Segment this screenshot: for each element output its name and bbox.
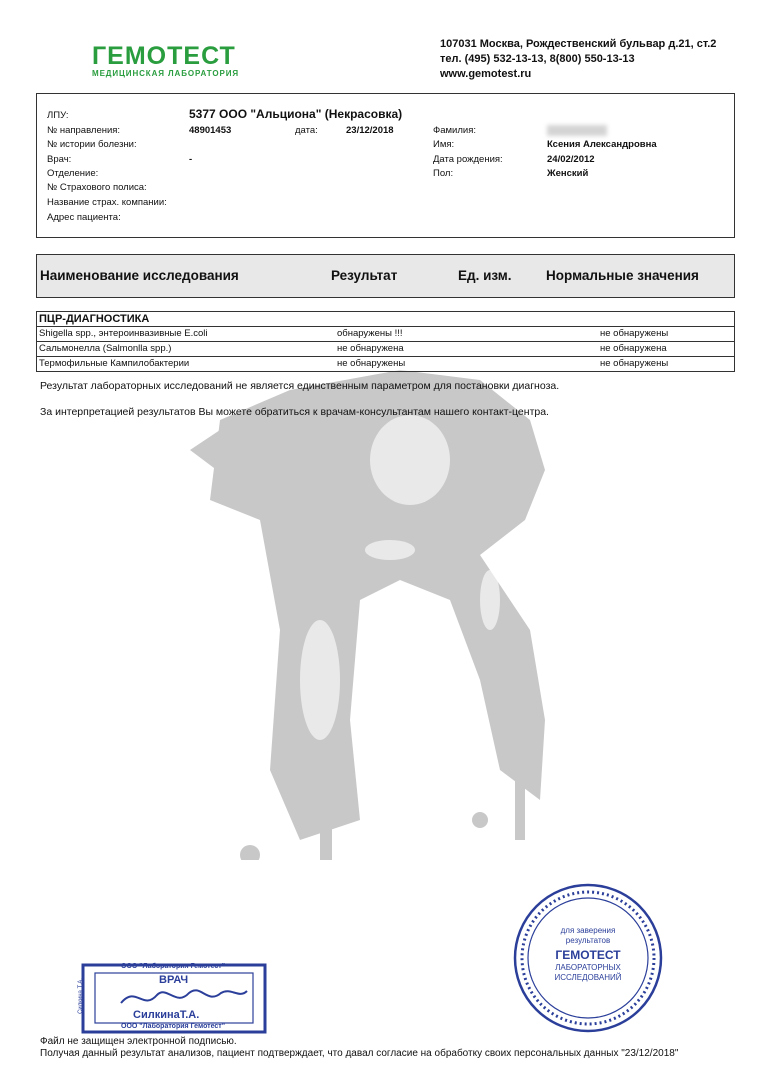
address-label: Адрес пациента: <box>47 212 121 223</box>
insurance-label: № Страхового полиса: <box>47 182 147 193</box>
lpu-label: ЛПУ: <box>47 110 69 121</box>
lab-round-stamp <box>512 882 664 1034</box>
test-name: Сальмонелла (Salmonlla spp.) <box>39 343 172 354</box>
footer-consent-note: Получая данный результат анализов, пациент подтверждает, что давал согласие на обработку своих персональных данных "23/12/2018" <box>40 1048 679 1059</box>
surname-label: Фамилия: <box>433 125 476 136</box>
test-result: не обнаружены <box>337 358 406 369</box>
column-unit: Ед. изм. <box>458 268 512 283</box>
round-stamp-line1: для заверения <box>560 926 616 935</box>
sex-value: Женский <box>547 168 589 179</box>
footer-signature-note: Файл не защищен электронной подписью. <box>40 1036 237 1047</box>
round-stamp-brand: ГЕМОТЕСТ <box>555 948 621 962</box>
column-norm: Нормальные значения <box>546 268 699 283</box>
date-value: 23/12/2018 <box>346 125 394 136</box>
lpu-value: 5377 ООО "Альциона" (Некрасовка) <box>189 107 403 121</box>
test-name: Термофильные Кампилобактерии <box>39 358 190 369</box>
column-result: Результат <box>331 268 398 283</box>
surname-redacted <box>547 125 607 136</box>
test-norm: не обнаружены <box>600 358 669 369</box>
stamp-org-bottom: ООО "Лаборатория Гемотест" <box>121 1023 226 1030</box>
table-row <box>37 327 734 342</box>
referral-label: № направления: <box>47 125 121 136</box>
sex-label: Пол: <box>433 168 454 179</box>
test-norm: не обнаружены <box>600 328 669 339</box>
doctor-label: Врач: <box>47 154 72 165</box>
table-row <box>37 342 734 357</box>
test-norm: не обнаружена <box>600 343 667 354</box>
test-result: обнаружены !!! <box>337 328 403 339</box>
stamp-doctor-name: СилкинаТ.А. <box>133 1009 200 1021</box>
insurer-label: Название страх. компании: <box>47 197 167 208</box>
logo-subtitle: МЕДИЦИНСКАЯ ЛАБОРАТОРИЯ <box>92 69 240 78</box>
lab-phone: тел. (495) 532-13-13, 8(800) 550-13-13 <box>440 53 635 65</box>
name-value: Ксения Александровна <box>547 139 657 150</box>
name-label: Имя: <box>433 139 455 150</box>
footer <box>40 1036 678 1060</box>
round-stamp-line4: ИССЛЕДОВАНИЙ <box>554 973 622 982</box>
history-label: № истории болезни: <box>47 139 137 150</box>
column-name: Наименование исследования <box>40 268 239 283</box>
lab-contacts <box>440 37 716 82</box>
department-label: Отделение: <box>47 168 99 179</box>
disclaimer-note: Результат лабораторных исследований не является единственным параметром для постановки диагноза. <box>40 380 560 392</box>
stamp-org-top: ООО "Лаборатория Гемотест" <box>121 963 226 970</box>
referral-value: 48901453 <box>189 125 232 136</box>
contact-center-note: За интерпретацией результатов Вы можете обратиться к врачам-консультантам нашего контакт-центра. <box>40 406 549 418</box>
test-name: Shigella spp., энтероинвазивные E.coli <box>39 328 208 339</box>
round-stamp-line2: результатов <box>565 936 611 945</box>
gemotest-logo <box>92 44 239 78</box>
dob-label: Дата рождения: <box>433 154 503 165</box>
stamp-side-text: Силкина Т.А. <box>77 978 84 1014</box>
results-column-header <box>36 254 735 298</box>
patient-info-box <box>36 93 735 238</box>
section-title: ПЦР-ДИАГНОСТИКА <box>37 312 734 327</box>
doctor-value: - <box>189 154 193 165</box>
doctor-stamp <box>77 963 267 1034</box>
results-table <box>36 311 735 372</box>
table-row <box>37 357 734 371</box>
stamp-title: ВРАЧ <box>159 974 189 986</box>
lab-address: 107031 Москва, Рождественский бульвар д.21, ст.2 <box>440 38 717 50</box>
dob-value: 24/02/2012 <box>547 154 595 165</box>
logo-title: ГЕМОТЕСТ <box>92 42 236 70</box>
lab-website[interactable]: www.gemotest.ru <box>440 68 532 80</box>
round-stamp-line3: ЛАБОРАТОРНЫХ <box>555 963 621 972</box>
test-result: не обнаружена <box>337 343 404 354</box>
date-label: дата: <box>295 125 318 136</box>
